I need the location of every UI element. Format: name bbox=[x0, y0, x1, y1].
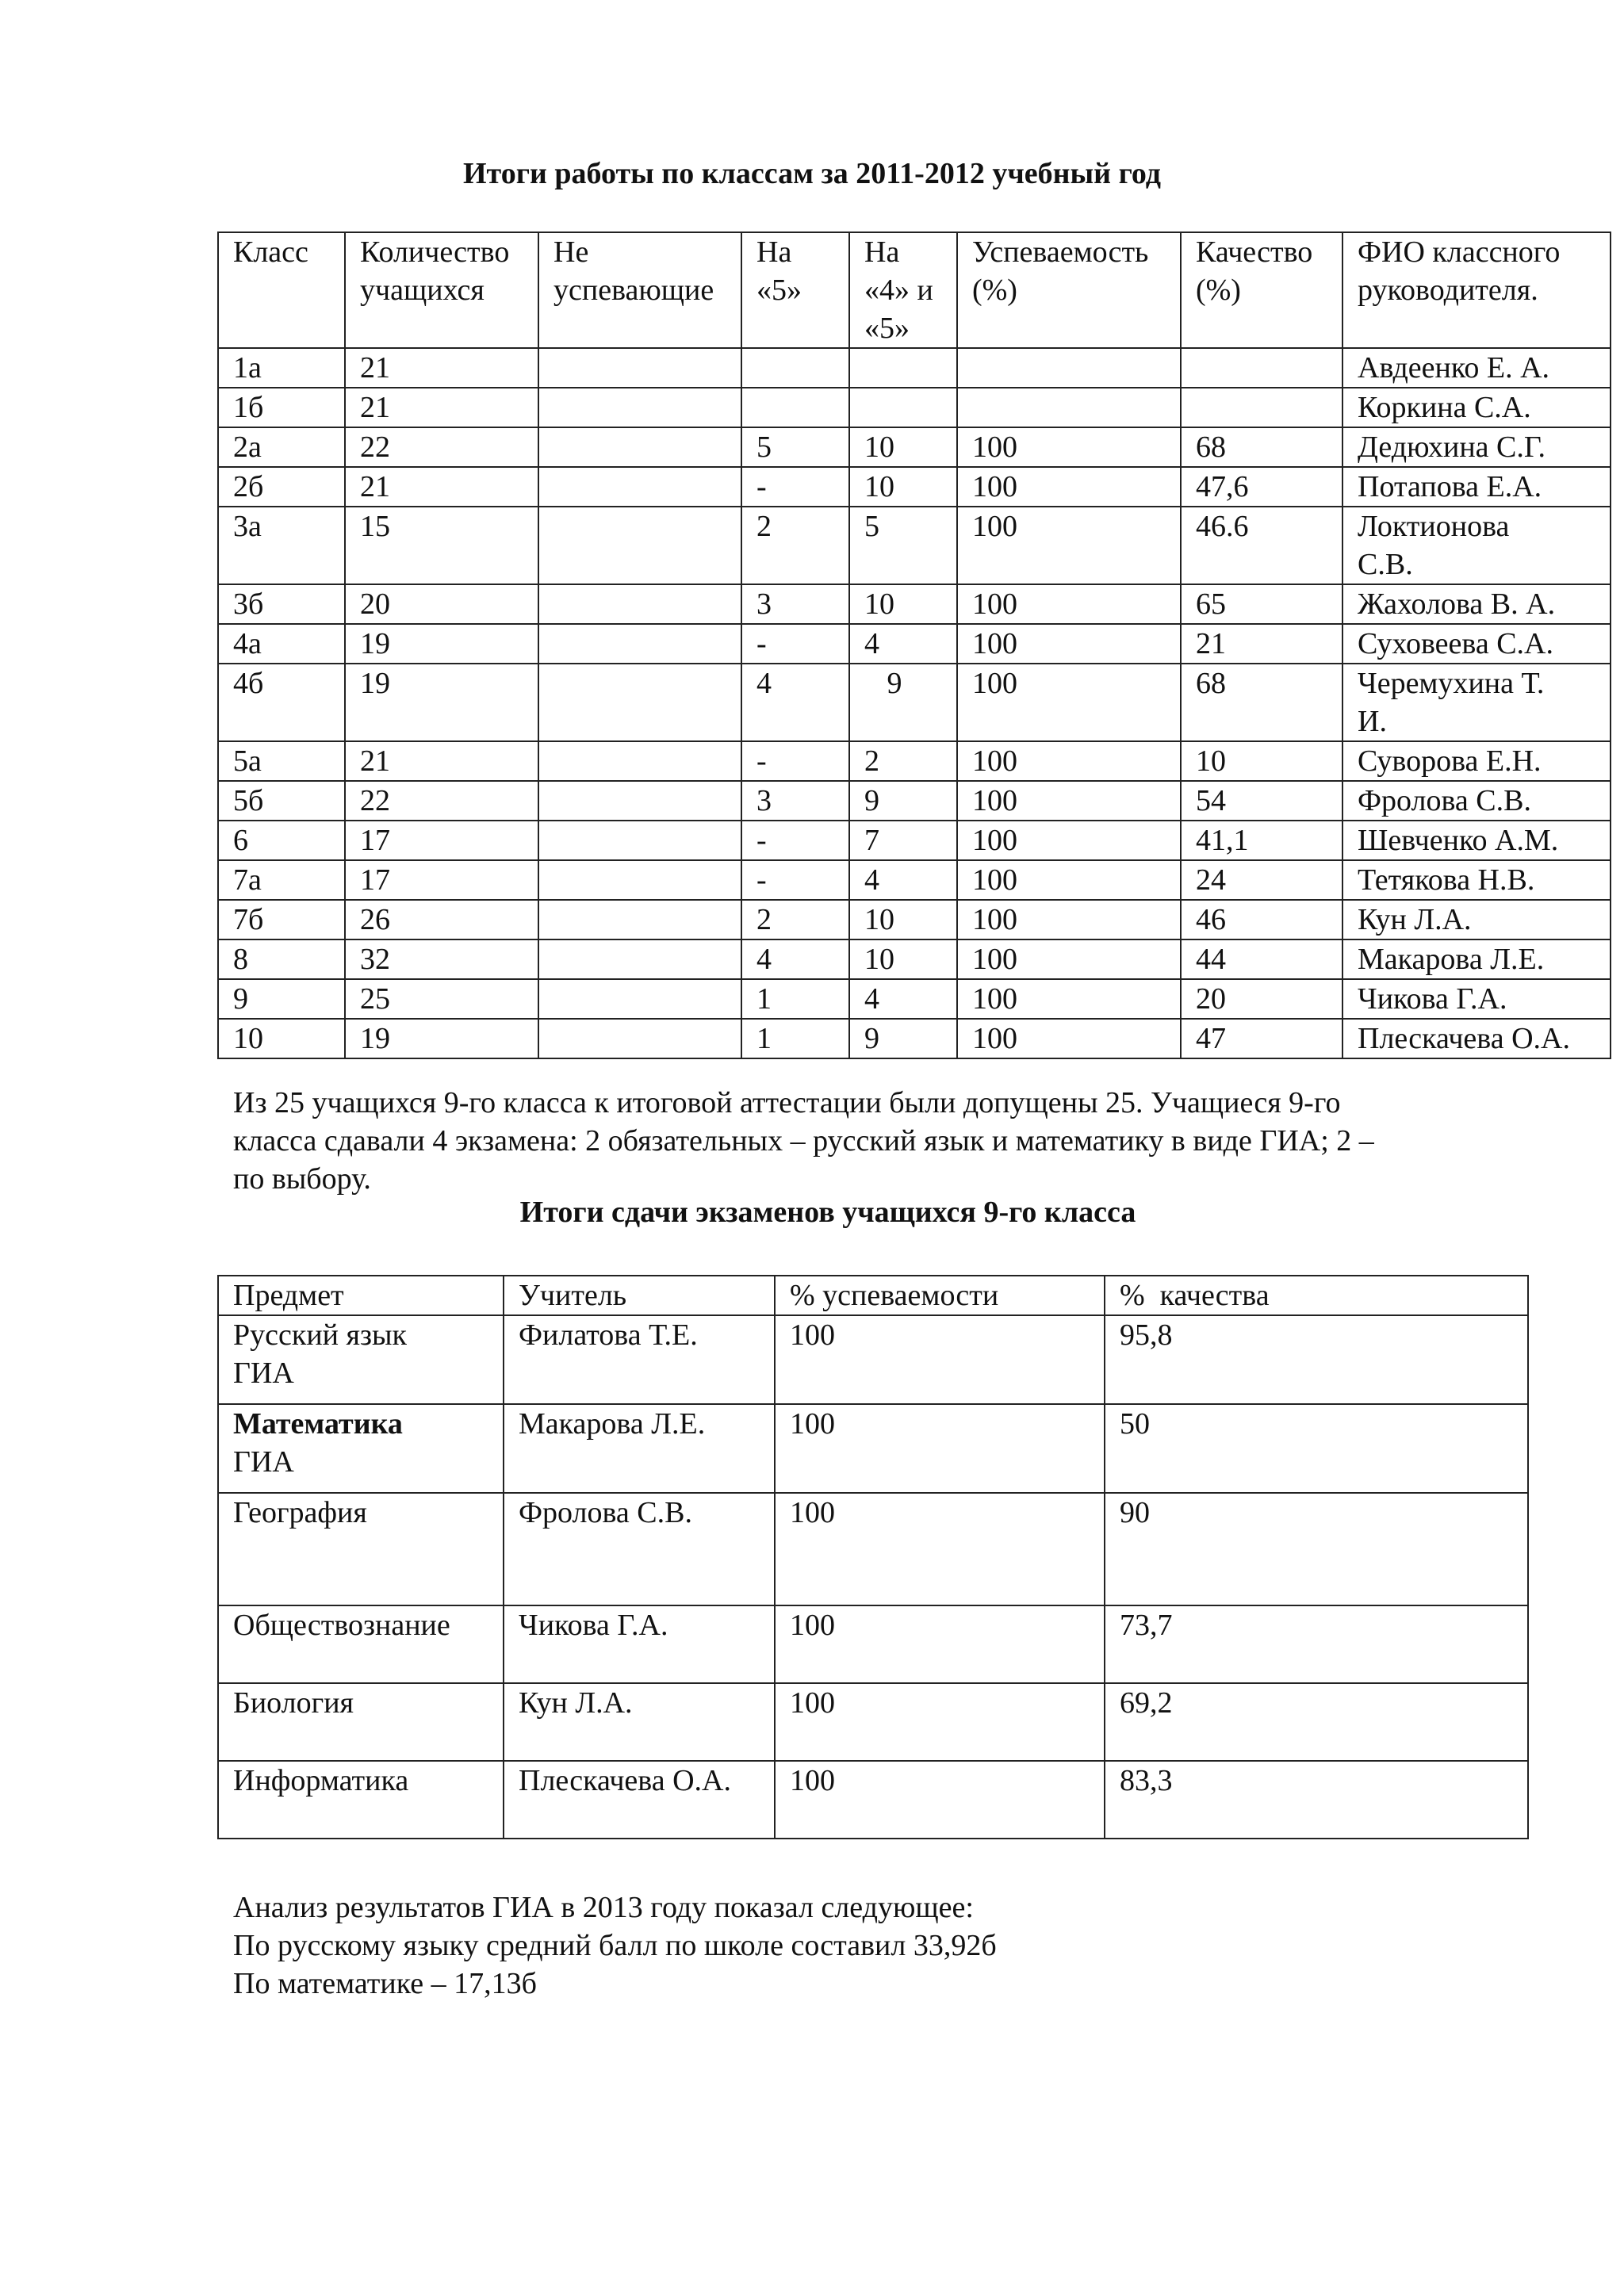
table-cell bbox=[741, 348, 849, 388]
table-cell: Шевченко А.М. bbox=[1342, 821, 1611, 860]
table-cell: - bbox=[741, 741, 849, 781]
table-row bbox=[218, 1683, 1528, 1761]
pass-cell: 100 bbox=[775, 1683, 1105, 1761]
table-cell: 100 bbox=[957, 979, 1181, 1019]
subject-exam-form: ГИА bbox=[233, 1357, 294, 1390]
table-cell: 21 bbox=[345, 467, 538, 507]
table-cell: 1б bbox=[218, 388, 345, 427]
table-cell: Локтионова С.В. bbox=[1342, 507, 1611, 584]
table-cell bbox=[538, 427, 741, 467]
table-cell: 32 bbox=[345, 939, 538, 979]
table-row bbox=[218, 900, 1611, 939]
table-cell: 21 bbox=[345, 348, 538, 388]
table-row bbox=[218, 427, 1611, 467]
table-row bbox=[218, 1404, 1528, 1493]
table-cell: 5а bbox=[218, 741, 345, 781]
table-cell: 100 bbox=[957, 860, 1181, 900]
table-cell: 19 bbox=[345, 624, 538, 664]
table-row bbox=[218, 1019, 1611, 1058]
subject-name: Информатика bbox=[233, 1764, 409, 1797]
table-row bbox=[218, 1605, 1528, 1683]
table-row bbox=[218, 979, 1611, 1019]
table-cell: 100 bbox=[957, 467, 1181, 507]
table-cell: - bbox=[741, 860, 849, 900]
quality-cell: 83,3 bbox=[1105, 1761, 1528, 1839]
gia-analysis-paragraph: Анализ результатов ГИА в 2013 году показал следующее: По русскому языку средний балл по школе составил 33,92б По математике – 17,13б bbox=[233, 1891, 997, 2000]
table-cell: 10 bbox=[849, 939, 957, 979]
table-cell bbox=[538, 664, 741, 741]
table-cell: 46.6 bbox=[1181, 507, 1342, 584]
table-row bbox=[218, 624, 1611, 664]
table-cell: 10 bbox=[849, 584, 957, 624]
subject-cell bbox=[218, 1493, 504, 1605]
subject-name: Математика bbox=[233, 1407, 403, 1441]
table-cell: 3а bbox=[218, 507, 345, 584]
pass-cell: 100 bbox=[775, 1493, 1105, 1605]
table-cell: 100 bbox=[957, 741, 1181, 781]
table-cell: 100 bbox=[957, 821, 1181, 860]
table-cell: Черемухина Т. И. bbox=[1342, 664, 1611, 741]
table-cell: 100 bbox=[957, 584, 1181, 624]
table-row bbox=[218, 388, 1611, 427]
subject-cell bbox=[218, 1683, 504, 1761]
class-table-header-cell: Успеваемость (%) bbox=[957, 232, 1181, 348]
table-cell: 4а bbox=[218, 624, 345, 664]
table-cell bbox=[538, 388, 741, 427]
table-cell: 10 bbox=[849, 900, 957, 939]
table-cell: 100 bbox=[957, 939, 1181, 979]
quality-cell: 73,7 bbox=[1105, 1605, 1528, 1683]
pass-cell: 100 bbox=[775, 1404, 1105, 1493]
quality-cell: 90 bbox=[1105, 1493, 1528, 1605]
class-table-header-cell: Не успевающие bbox=[538, 232, 741, 348]
quality-cell: 95,8 bbox=[1105, 1315, 1528, 1404]
table-cell: 24 bbox=[1181, 860, 1342, 900]
table-cell bbox=[538, 900, 741, 939]
subject-cell bbox=[218, 1761, 504, 1839]
table-row bbox=[218, 507, 1611, 584]
subject-name: География bbox=[233, 1496, 367, 1529]
table-cell: 100 bbox=[957, 900, 1181, 939]
teacher-cell: Фролова С.В. bbox=[504, 1493, 775, 1605]
table-cell: 65 bbox=[1181, 584, 1342, 624]
exam-results-table bbox=[217, 1275, 1529, 1839]
table-cell: 6 bbox=[218, 821, 345, 860]
table-cell: Потапова Е.А. bbox=[1342, 467, 1611, 507]
table-cell bbox=[538, 624, 741, 664]
table-cell: 15 bbox=[345, 507, 538, 584]
teacher-cell: Чикова Г.А. bbox=[504, 1605, 775, 1683]
table-cell: Жахолова В. А. bbox=[1342, 584, 1611, 624]
admission-paragraph: Из 25 учащихся 9-го класса к итоговой аттестации были допущены 25. Учащиеся 9-го класса сдавали 4 экзамена: 2 обязательных – русский язык и математику в виде ГИА; 2 – по выбору. bbox=[233, 1086, 1374, 1196]
table-cell bbox=[1181, 388, 1342, 427]
subject-cell bbox=[218, 1315, 504, 1404]
table-cell bbox=[538, 979, 741, 1019]
class-results-table bbox=[217, 232, 1611, 1059]
table-row bbox=[218, 467, 1611, 507]
table-cell: 19 bbox=[345, 664, 538, 741]
table-cell: 68 bbox=[1181, 427, 1342, 467]
table-cell: - bbox=[741, 821, 849, 860]
table-cell: 20 bbox=[345, 584, 538, 624]
table-cell: Дедюхина С.Г. bbox=[1342, 427, 1611, 467]
table-cell: 4 bbox=[849, 860, 957, 900]
teacher-cell: Плескачева О.А. bbox=[504, 1761, 775, 1839]
table-cell: 2б bbox=[218, 467, 345, 507]
table-cell: 9 bbox=[849, 781, 957, 821]
table-row bbox=[218, 860, 1611, 900]
table-cell: Коркина С.А. bbox=[1342, 388, 1611, 427]
table-cell bbox=[538, 584, 741, 624]
table-cell: 5 bbox=[741, 427, 849, 467]
table-cell: 3 bbox=[741, 584, 849, 624]
table-cell: 7б bbox=[218, 900, 345, 939]
table-cell bbox=[538, 860, 741, 900]
class-table-header-row bbox=[218, 232, 1611, 348]
table-cell: 4 bbox=[849, 979, 957, 1019]
table-row bbox=[218, 741, 1611, 781]
quality-cell: 50 bbox=[1105, 1404, 1528, 1493]
class-table-header-cell: Количество учащихся bbox=[345, 232, 538, 348]
table-cell: 19 bbox=[345, 1019, 538, 1058]
table-cell: Фролова С.В. bbox=[1342, 781, 1611, 821]
quality-cell: 69,2 bbox=[1105, 1683, 1528, 1761]
table-row bbox=[218, 781, 1611, 821]
exam-table-header-row bbox=[218, 1276, 1528, 1315]
table-cell bbox=[538, 467, 741, 507]
table-cell: - bbox=[741, 467, 849, 507]
table-cell: Чикова Г.А. bbox=[1342, 979, 1611, 1019]
table-cell bbox=[1181, 348, 1342, 388]
table-cell: 26 bbox=[345, 900, 538, 939]
table-cell: Кун Л.А. bbox=[1342, 900, 1611, 939]
class-table-header-cell: Класс bbox=[218, 232, 345, 348]
table-cell bbox=[538, 781, 741, 821]
table-row bbox=[218, 1493, 1528, 1605]
table-cell: 100 bbox=[957, 624, 1181, 664]
table-cell: 5 bbox=[849, 507, 957, 584]
table-row bbox=[218, 584, 1611, 624]
subject-exam-form: ГИА bbox=[233, 1445, 294, 1479]
exam-section-title: Итоги сдачи экзаменов учащихся 9-го класса bbox=[519, 1196, 1136, 1229]
exam-table-header-cell: % качества bbox=[1105, 1276, 1528, 1315]
table-cell: 21 bbox=[1181, 624, 1342, 664]
table-cell: 100 bbox=[957, 781, 1181, 821]
table-cell: 17 bbox=[345, 860, 538, 900]
table-cell: Тетякова Н.В. bbox=[1342, 860, 1611, 900]
table-row bbox=[218, 1315, 1528, 1404]
table-cell: 1 bbox=[741, 979, 849, 1019]
class-table-header-cell: Качество (%) bbox=[1181, 232, 1342, 348]
class-table-header-cell: ФИО классного руководителя. bbox=[1342, 232, 1611, 348]
table-cell: 54 bbox=[1181, 781, 1342, 821]
table-cell bbox=[538, 507, 741, 584]
table-cell: 2а bbox=[218, 427, 345, 467]
table-cell: 10 bbox=[849, 427, 957, 467]
table-cell: 2 bbox=[849, 741, 957, 781]
table-cell: 100 bbox=[957, 1019, 1181, 1058]
table-cell: 2 bbox=[741, 900, 849, 939]
table-cell bbox=[538, 939, 741, 979]
table-cell: 7 bbox=[849, 821, 957, 860]
table-cell: 46 bbox=[1181, 900, 1342, 939]
teacher-cell: Макарова Л.Е. bbox=[504, 1404, 775, 1493]
table-cell: 68 bbox=[1181, 664, 1342, 741]
table-cell: 47,6 bbox=[1181, 467, 1342, 507]
table-cell: 17 bbox=[345, 821, 538, 860]
table-cell: 9 bbox=[849, 664, 957, 741]
teacher-cell: Филатова Т.Е. bbox=[504, 1315, 775, 1404]
table-cell: 4 bbox=[741, 939, 849, 979]
table-cell: 3 bbox=[741, 781, 849, 821]
table-cell: 47 bbox=[1181, 1019, 1342, 1058]
table-cell: 7а bbox=[218, 860, 345, 900]
table-cell: 10 bbox=[1181, 741, 1342, 781]
table-row bbox=[218, 821, 1611, 860]
class-table-header-cell: На «4» и «5» bbox=[849, 232, 957, 348]
table-cell: 100 bbox=[957, 507, 1181, 584]
table-cell: 9 bbox=[218, 979, 345, 1019]
table-row bbox=[218, 1761, 1528, 1839]
table-cell: Суворова Е.Н. bbox=[1342, 741, 1611, 781]
table-cell: Макарова Л.Е. bbox=[1342, 939, 1611, 979]
exam-table-header-cell: % успеваемости bbox=[775, 1276, 1105, 1315]
subject-cell bbox=[218, 1605, 504, 1683]
table-cell: 8 bbox=[218, 939, 345, 979]
table-cell: 4 bbox=[849, 624, 957, 664]
table-cell bbox=[957, 388, 1181, 427]
table-cell: 41,1 bbox=[1181, 821, 1342, 860]
table-cell bbox=[538, 741, 741, 781]
table-cell: 100 bbox=[957, 427, 1181, 467]
table-cell: 10 bbox=[218, 1019, 345, 1058]
table-cell: - bbox=[741, 624, 849, 664]
table-cell bbox=[538, 348, 741, 388]
subject-name: Русский язык bbox=[233, 1318, 407, 1352]
table-cell bbox=[849, 388, 957, 427]
pass-cell: 100 bbox=[775, 1605, 1105, 1683]
table-cell: Плескачева О.А. bbox=[1342, 1019, 1611, 1058]
table-cell: 22 bbox=[345, 781, 538, 821]
table-cell bbox=[849, 348, 957, 388]
table-cell: 5б bbox=[218, 781, 345, 821]
table-cell bbox=[538, 1019, 741, 1058]
subject-cell bbox=[218, 1404, 504, 1493]
table-cell: 22 bbox=[345, 427, 538, 467]
class-table-header-cell: На «5» bbox=[741, 232, 849, 348]
table-cell: 3б bbox=[218, 584, 345, 624]
page-title: Итоги работы по классам за 2011-2012 учебный год bbox=[462, 157, 1162, 190]
teacher-cell: Кун Л.А. bbox=[504, 1683, 775, 1761]
exam-table-header-cell: Предмет bbox=[218, 1276, 504, 1315]
table-cell: 21 bbox=[345, 741, 538, 781]
table-cell: 1а bbox=[218, 348, 345, 388]
table-cell: 100 bbox=[957, 664, 1181, 741]
table-row bbox=[218, 664, 1611, 741]
table-cell: 25 bbox=[345, 979, 538, 1019]
table-cell: 4 bbox=[741, 664, 849, 741]
pass-cell: 100 bbox=[775, 1761, 1105, 1839]
table-cell bbox=[741, 388, 849, 427]
subject-name: Обществознание bbox=[233, 1609, 450, 1642]
table-cell: 1 bbox=[741, 1019, 849, 1058]
table-cell bbox=[538, 821, 741, 860]
table-cell: 44 bbox=[1181, 939, 1342, 979]
subject-name: Биология bbox=[233, 1686, 354, 1720]
table-cell bbox=[957, 348, 1181, 388]
table-cell: 10 bbox=[849, 467, 957, 507]
table-row bbox=[218, 348, 1611, 388]
table-cell: Авдеенко Е. А. bbox=[1342, 348, 1611, 388]
table-cell: 2 bbox=[741, 507, 849, 584]
table-cell: 20 bbox=[1181, 979, 1342, 1019]
table-cell: 4б bbox=[218, 664, 345, 741]
table-cell: Суховеева С.А. bbox=[1342, 624, 1611, 664]
table-cell: 21 bbox=[345, 388, 538, 427]
pass-cell: 100 bbox=[775, 1315, 1105, 1404]
exam-table-header-cell: Учитель bbox=[504, 1276, 775, 1315]
table-row bbox=[218, 939, 1611, 979]
table-cell: 9 bbox=[849, 1019, 957, 1058]
